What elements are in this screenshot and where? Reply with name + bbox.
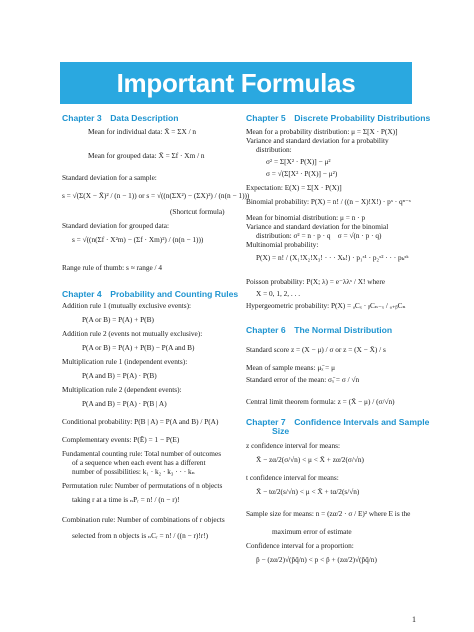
formula-line: Multiplication rule 1 (independent events): — [62, 357, 188, 366]
formula-line: Expectation: E(X) = Σ[X · P(X)] — [246, 183, 342, 192]
formula-line: Mean for a probability distribution: μ = Σ[X · P(X)] — [246, 127, 398, 136]
formula-line: Addition rule 1 (mutually exclusive events): — [62, 301, 192, 310]
formula-line: X = 0, 1, 2, . . . — [256, 289, 301, 298]
page-title: Important Formulas — [116, 67, 356, 98]
formula-line: P(X) = n! / (X₁!X₂!X₃! · · · Xₖ!) · p₁ˣ¹ · p₂ˣ² · · · pₖˣᵏ — [256, 253, 409, 262]
formula-line: taking r at a time is ₙPᵣ = n! / (n − r)! — [72, 495, 180, 504]
formula-line: Multinomial probability: — [246, 240, 319, 249]
formula-line: Variance and standard deviation for the binomial — [246, 222, 389, 231]
formula-line: Permutation rule: Number of permutations of n objects — [62, 481, 223, 490]
title-banner — [60, 62, 412, 104]
formula-line: Variance and standard deviation for a probability — [246, 136, 389, 145]
formula-line: Binomial probability: P(X) = n! / ((n − X)!X!) · pˣ · qⁿ⁻ˣ — [246, 197, 411, 206]
section-heading: Chapter 5 Discrete Probability Distributions — [246, 113, 431, 123]
formula-line: of a sequence when each event has a different — [72, 458, 206, 467]
formula-line: Mean for binomial distribution: μ = n · p — [246, 213, 366, 222]
formula-line: Addition rule 2 (events not mutually exclusive): — [62, 329, 203, 338]
section-heading: Size — [272, 426, 290, 436]
formula-line: s = √(Σ(X − X̄)² / (n − 1)) or s = √((n(ΣX²) − (ΣX)²) / (n(n − 1))) — [62, 191, 250, 200]
formula-line: number of possibilities: k₁ · k₂ · k₃ · · · kₙ — [72, 467, 195, 476]
formula-line: t confidence interval for means: — [246, 473, 339, 482]
formula-line: X̄ − zα/2(σ/√n) < μ < X̄ + zα/2(σ/√n) — [256, 455, 364, 464]
formula-line: σ = √(Σ[X² · P(X)] − μ²) — [266, 169, 338, 178]
formula-line: Multiplication rule 2 (dependent events): — [62, 385, 182, 394]
formula-line: maximum error of estimate — [272, 527, 352, 536]
formula-line: Poisson probability: P(X; λ) = e⁻λλˣ / X! where — [246, 277, 386, 286]
formula-line: Hypergeometric probability: P(X) = ₐCₓ · ᵦCₙ₋ₓ / ₐ₊ᵦCₙ — [246, 301, 406, 310]
section-heading: Chapter 4 Probability and Counting Rules — [62, 289, 239, 299]
formula-line: Standard score z = (X − μ) / σ or z = (X − X̄) / s — [246, 345, 386, 354]
formula-line: (Shortcut formula) — [170, 207, 225, 216]
formula-line: Standard deviation for a sample: — [62, 173, 157, 182]
formula-line: P(A or B) = P(A) + P(B) − P(A and B) — [82, 343, 195, 352]
formula-line: Central limit theorem formula: z = (X̄ − μ) / (σ/√n) — [246, 397, 395, 406]
section-heading: Chapter 7 Confidence Intervals and Sample — [246, 417, 430, 427]
formula-line: Conditional probability: P(B | A) = P(A and B) / P(A) — [62, 417, 219, 426]
formula-line: Complementary events: P(Ē) = 1 − P(E) — [62, 435, 180, 444]
formula-line: Mean for individual data: X̄ = ΣX / n — [88, 127, 197, 136]
formula-line: σ² = Σ[X² · P(X)] − μ² — [266, 157, 331, 166]
formula-line: Standard deviation for grouped data: — [62, 221, 169, 230]
formula-line: Sample size for means: n = (zα/2 · σ / E)² where E is the — [246, 509, 411, 518]
page-number: 1 — [412, 615, 416, 624]
formula-line: P(A and B) = P(A) · P(B | A) — [82, 399, 167, 408]
section-heading: Chapter 3 Data Description — [62, 113, 179, 123]
formula-line: X̄ − tα/2(s/√n) < μ < X̄ + tα/2(s/√n) — [256, 487, 360, 496]
formula-line: Confidence interval for a proportion: — [246, 541, 354, 550]
formula-line: Standard error of the mean: σₓ̄ = σ / √n — [246, 375, 360, 384]
formula-line: Mean for grouped data: X̄ = Σf · Xm / n — [88, 151, 205, 160]
formula-line: Combination rule: Number of combinations of r objects — [62, 515, 225, 524]
formula-line: P(A and B) = P(A) · P(B) — [82, 371, 157, 380]
formula-line: Range rule of thumb: s ≈ range / 4 — [62, 263, 163, 272]
formula-line: Mean of sample means: μₓ̄ = μ — [246, 363, 336, 372]
formula-line: distribution: — [256, 145, 292, 154]
formula-line: p̂ − (zα/2)√(p̂q̂/n) < p < p̂ + (zα/2)√(p̂q̂/n) — [256, 555, 377, 564]
formula-line: Fundamental counting rule: Total number of outcomes — [62, 449, 222, 458]
formula-line: z confidence interval for means: — [246, 441, 341, 450]
formula-line: s = √((n(Σf · X²m) − (Σf · Xm)²) / (n(n − 1))) — [72, 235, 204, 244]
formula-line: distribution: σ² = n · p · q σ = √(n · p · q) — [256, 231, 382, 240]
section-heading: Chapter 6 The Normal Distribution — [246, 325, 393, 335]
formula-line: P(A or B) = P(A) + P(B) — [82, 315, 154, 324]
formula-line: selected from n objects is ₙCᵣ = n! / ((n − r)!r!) — [72, 531, 209, 540]
